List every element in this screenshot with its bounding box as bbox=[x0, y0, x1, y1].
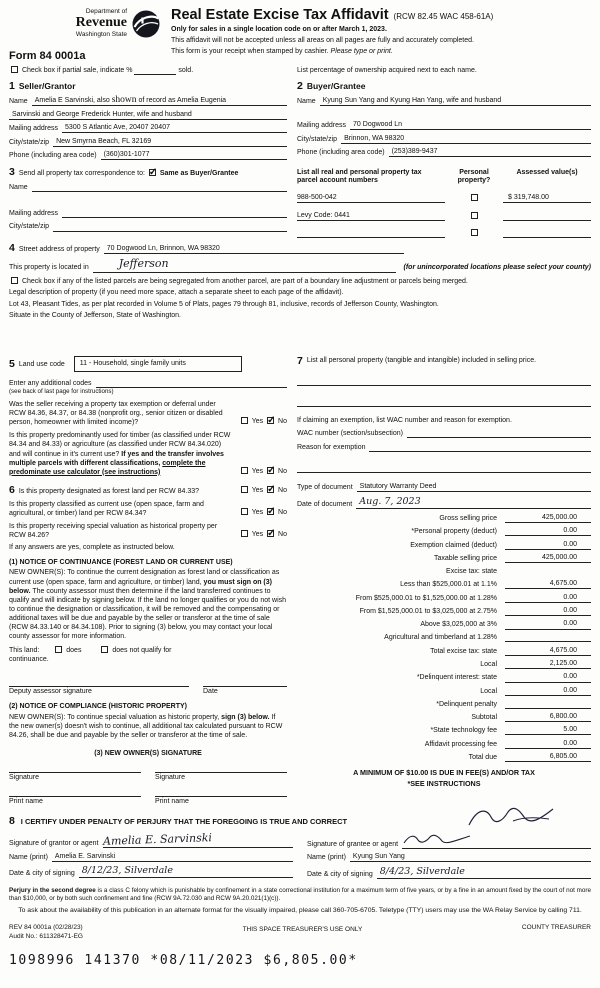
new-owners-signature-title: (3) NEW OWNER(S) SIGNATURE bbox=[94, 749, 202, 757]
located-in-label: This property is located in bbox=[9, 264, 89, 272]
gross-selling-price-value: 425,000.00 bbox=[505, 513, 591, 523]
yes-label: Yes bbox=[251, 486, 264, 494]
minimum-due-note: A MINIMUM OF $10.00 IS DUE IN FEE(S) AND/OR TAX bbox=[353, 768, 535, 778]
timber-question-text: Is this property predominantly used for timber (as classified under RCW 84.34 and 84.33) or agriculture (as classified under RCW 84.34.020) and will continue in it's current use? bbox=[9, 432, 231, 458]
grantee-signature-scribble bbox=[465, 804, 557, 830]
tax-label: *State technology fee bbox=[430, 727, 497, 735]
forest-land-question: Is this property designated as forest land per RCW 84.33? bbox=[18, 487, 199, 495]
seller-city-field[interactable] bbox=[53, 137, 287, 147]
parcel-table-header bbox=[297, 169, 591, 185]
historic-no-checkbox[interactable] bbox=[267, 530, 274, 537]
new-owner-printname-row bbox=[9, 784, 287, 806]
seller-city-value: New Smyrna Beach, FL 32169 bbox=[56, 137, 152, 145]
yes-label: Yes bbox=[251, 531, 264, 539]
personal-property-deduct-value: 0.00 bbox=[505, 526, 591, 536]
section-8-certification bbox=[9, 816, 591, 879]
this-land-label: This land: bbox=[9, 647, 40, 655]
total-due-value: 6,805.00 bbox=[505, 752, 591, 762]
tax-label: Affidavit processing fee bbox=[424, 740, 497, 748]
buyer-city-label: City/state/zip bbox=[297, 135, 338, 143]
grantor-signature-label: Signature of grantor or agent bbox=[9, 839, 99, 847]
buyer-mailing-field[interactable] bbox=[350, 120, 591, 130]
parcel-header-personal: Personal property? bbox=[457, 169, 491, 185]
parcel-header-accounts: List all real and personal property tax parcel account numbers bbox=[297, 169, 422, 185]
middle-columns bbox=[9, 356, 591, 806]
tax-label: Exemption claimed (deduct) bbox=[410, 541, 497, 549]
state-technology-fee-value: 5.00 bbox=[505, 725, 591, 735]
land-use-code-field[interactable]: 11 - Household, single family units bbox=[74, 356, 242, 372]
no-label: No bbox=[278, 531, 287, 539]
street-address-label: Street address of property bbox=[18, 245, 100, 253]
exemption-wac-note: If claiming an exemption, list WAC number and reason for exemption. bbox=[297, 416, 512, 424]
receipt-note: This form is your receipt when stamped by cashier. bbox=[171, 47, 329, 55]
audit-number: Audit No.: 611328471-EG bbox=[9, 932, 83, 940]
local-tax-value: 2,125.00 bbox=[505, 659, 591, 669]
parcel-header-assessed: Assessed value(s) bbox=[516, 169, 578, 177]
subtotal-value: 6,800.00 bbox=[505, 712, 591, 722]
buyer-mailing-value: 70 Dogwood Ln bbox=[353, 121, 403, 129]
grantee-printname-value: Kyung Sun Yang bbox=[352, 853, 405, 861]
does-not-label: does not qualify for bbox=[112, 647, 172, 655]
section-2-buyer bbox=[297, 81, 591, 160]
grantee-signature-field[interactable] bbox=[402, 833, 591, 849]
does-not-qualify-checkbox[interactable] bbox=[101, 646, 108, 653]
tax-label: From $525,000.01 to $1,525,000.00 at 1.28% bbox=[355, 594, 497, 602]
tax-label: Local bbox=[480, 661, 497, 669]
header-note-2: This affidavit will not be accepted unless all areas on all pages are fully and accurately completed. bbox=[171, 37, 474, 45]
dept-name-label: Revenue bbox=[75, 15, 127, 31]
footer-row bbox=[9, 924, 591, 941]
header-note-3 bbox=[171, 47, 591, 56]
section-7-personal-property bbox=[297, 356, 591, 473]
grantee-printname-label: Name (print) bbox=[307, 854, 346, 862]
partial-sale-checkbox[interactable] bbox=[11, 66, 18, 73]
parcel-row bbox=[297, 211, 591, 221]
deputy-date-label: Date bbox=[203, 688, 218, 696]
tax-label: Less than $525,000.01 at 1.1% bbox=[400, 581, 497, 589]
certify-statement: I CERTIFY UNDER PENALTY OF PERJURY THAT THE FOREGOING IS TRUE AND CORRECT bbox=[20, 817, 348, 827]
current-use-no-checkbox[interactable] bbox=[267, 508, 274, 515]
print-name-label: Print name bbox=[155, 798, 189, 806]
notice2-bold: sign (3) below. bbox=[221, 713, 270, 721]
grantee-printname-field[interactable] bbox=[350, 852, 591, 862]
seller-name-field-line2[interactable] bbox=[9, 110, 287, 120]
excise-tax-state-header: Excise tax: state bbox=[446, 567, 497, 575]
parties-row bbox=[9, 81, 591, 160]
county-treasurer-label: COUNTY TREASURER bbox=[521, 924, 591, 932]
buyer-city-value: Brinnon, WA 98320 bbox=[344, 134, 405, 142]
buyer-phone-label: Phone (including area code) bbox=[297, 149, 385, 157]
unincorporated-note: (for unincorporated locations please select your county) bbox=[403, 264, 591, 272]
legal-description-line1: Lot 43, Pleasant Tides, as per plat recorded in Volume 5 of Plats, pages 79 through 81, inclusive, records of Jefferson County, Washington. bbox=[9, 300, 439, 308]
does-qualify-checkbox[interactable] bbox=[55, 646, 62, 653]
ownership-percentage-note: List percentage of ownership acquired next to each name. bbox=[297, 66, 477, 74]
seller-mailing-label: Mailing address bbox=[9, 125, 59, 133]
no-label: No bbox=[278, 486, 287, 494]
tax-label: Above $3,025,000 at 3% bbox=[420, 621, 497, 629]
left-column bbox=[9, 356, 297, 806]
seller-city-label: City/state/zip bbox=[9, 138, 50, 146]
tax-label: Subtotal bbox=[471, 713, 497, 721]
grantee-date-city-value: 8/4/23, Silverdale bbox=[379, 865, 465, 877]
section-5-land-use bbox=[9, 356, 287, 476]
no-label: No bbox=[278, 467, 287, 475]
section-2-number: 2 bbox=[297, 79, 303, 92]
notice-compliance-body bbox=[9, 713, 287, 740]
type-of-document-label: Type of document bbox=[297, 483, 353, 491]
street-address-field[interactable] bbox=[104, 244, 404, 254]
corr-city-field[interactable] bbox=[53, 223, 287, 232]
tax-value-blank bbox=[505, 566, 591, 576]
buyer-phone-value: (253)389-9437 bbox=[391, 148, 438, 156]
seller-name-part2: of record as Amelia Eugenia bbox=[138, 96, 227, 104]
seller-mailing-field[interactable] bbox=[62, 123, 287, 133]
cashier-receipt-stamp: 1098996 141370 *08/11/2023 $6,805.00* bbox=[9, 953, 358, 969]
notice2-text-1: NEW OWNER(S): To continue special valuation as historic property, bbox=[9, 713, 220, 721]
buyer-name-value: Kyung Sun Yang and Kyung Han Yang, wife and husband bbox=[322, 96, 502, 104]
no-label: No bbox=[278, 508, 287, 516]
tier4-tax-value: 0.00 bbox=[505, 619, 591, 629]
deputy-assessor-row bbox=[9, 674, 287, 696]
tax-label: Total excise tax: state bbox=[430, 647, 497, 655]
grantee-signature-mark bbox=[402, 833, 472, 845]
rcw-reference: (RCW 82.45 WAC 458-61A) bbox=[393, 12, 494, 21]
grantee-signature-label: Signature of grantee or agent bbox=[307, 840, 399, 848]
wac-number-field[interactable] bbox=[407, 429, 591, 438]
historic-property-question: Is this property receiving special valuation as historical property per RCW 84.26? bbox=[9, 523, 218, 540]
correspondence-intro: Send all property tax correspondence to: bbox=[18, 170, 145, 178]
partial-sale-sold-label: sold. bbox=[178, 66, 194, 74]
corr-mailing-field[interactable] bbox=[62, 209, 287, 218]
type-or-print-note: Please type or print. bbox=[330, 47, 393, 55]
county-field[interactable] bbox=[93, 257, 396, 272]
timber-yes-checkbox[interactable] bbox=[241, 467, 248, 474]
personal-property-field-1[interactable] bbox=[297, 377, 591, 386]
new-owner-signature-row-1 bbox=[9, 760, 287, 782]
personal-property-checkbox-3[interactable] bbox=[471, 229, 478, 236]
parcel-row bbox=[297, 193, 591, 203]
total-excise-state-value: 4,675.00 bbox=[505, 646, 591, 656]
timber-agriculture-question bbox=[9, 431, 239, 476]
land-use-label: Land use code bbox=[18, 360, 65, 368]
forest-yes-checkbox[interactable] bbox=[241, 486, 248, 493]
section-7-number: 7 bbox=[297, 355, 303, 368]
section-1-number: 1 bbox=[9, 79, 15, 92]
corr-city-label: City/state/zip bbox=[9, 223, 50, 231]
seller-phone-value: (360)301-1077 bbox=[103, 151, 150, 159]
tax-label: From $1,525,000.01 to $3,025,000 at 2.75% bbox=[359, 608, 497, 616]
notice1-bold: you must sign on (3) below. bbox=[9, 578, 272, 595]
assessed-value-field-3[interactable] bbox=[503, 228, 591, 238]
perjury-bold-text: Perjury in the second degree bbox=[9, 887, 96, 895]
deputy-assessor-signature-field[interactable] bbox=[9, 674, 189, 687]
date-of-document-field[interactable] bbox=[356, 496, 591, 509]
corr-mailing-label: Mailing address bbox=[9, 209, 59, 217]
buyer-phone-field[interactable] bbox=[389, 147, 591, 157]
no-label: No bbox=[278, 418, 287, 426]
date-of-document-value: Aug. 7, 2023 bbox=[359, 495, 421, 507]
section-6-classifications bbox=[9, 485, 287, 806]
grantor-date-city-label: Date & city of signing bbox=[9, 870, 75, 878]
taxable-selling-price-value: 425,000.00 bbox=[505, 553, 591, 563]
deputy-date-field[interactable] bbox=[203, 674, 287, 687]
grantor-signing-block bbox=[9, 829, 307, 879]
tax-label: Taxable selling price bbox=[433, 555, 497, 563]
forest-no-checkbox[interactable] bbox=[267, 486, 274, 493]
alternate-format-note: To ask about the availability of this publication in an alternate format for the visually impaired, please call 360-705-6705. Teletype (TTY) users may use the WA Relay Service by calling 711. bbox=[18, 906, 582, 914]
section-6-number: 6 bbox=[9, 483, 15, 496]
same-as-buyer-label: Same as Buyer/Grantee bbox=[159, 170, 239, 178]
seller-phone-label: Phone (including area code) bbox=[9, 152, 97, 160]
grantor-signature-value: Amelia E. Sarvinski bbox=[102, 830, 212, 848]
section-3-correspondence bbox=[9, 167, 297, 238]
seller-name-shown-word: shown bbox=[111, 94, 137, 105]
type-of-document-value: Statutory Warranty Deed bbox=[359, 482, 437, 490]
section-3-number: 3 bbox=[9, 166, 15, 179]
section-4-property bbox=[9, 243, 591, 320]
new-owner-printname-field-1[interactable] bbox=[9, 784, 141, 797]
page-title: Real Estate Excise Tax Affidavit bbox=[171, 7, 389, 23]
section-5-number: 5 bbox=[9, 357, 15, 370]
personal-property-field-2[interactable] bbox=[297, 398, 591, 407]
new-owner-signature-field-1[interactable] bbox=[9, 760, 141, 773]
grantor-printname-label: Name (print) bbox=[9, 853, 48, 861]
grantor-date-city-value: 8/12/23, Silverdale bbox=[81, 865, 173, 877]
does-label: does bbox=[66, 647, 82, 655]
legal-description-line2: Situate in the County of Jefferson, State of Washington. bbox=[9, 312, 181, 320]
corr-name-label: Name bbox=[9, 183, 28, 191]
additional-codes-label: Enter any additional codes bbox=[9, 379, 92, 387]
agricultural-tax-value bbox=[505, 633, 591, 643]
county-handwritten-value: Jefferson bbox=[118, 257, 169, 271]
notice1-text-1: NEW OWNER(S): To continue the current designation as forest land or classification as current use (open space, farm and agriculture, or timber) land, bbox=[9, 569, 280, 586]
buyer-mailing-label: Mailing address bbox=[297, 122, 347, 130]
seller-mailing-value: 5300 S Atlantic Ave, 20407 20407 bbox=[65, 124, 170, 132]
grantee-signing-block bbox=[307, 829, 591, 879]
tax-label: Local bbox=[480, 687, 497, 695]
additional-codes-field[interactable] bbox=[96, 379, 288, 388]
dor-logo-icon bbox=[131, 9, 161, 39]
yes-label: Yes bbox=[251, 418, 264, 426]
buyer-name-field[interactable] bbox=[320, 96, 591, 106]
seller-phone-field[interactable] bbox=[101, 150, 287, 160]
dept-sub-label: Washington State bbox=[75, 31, 127, 39]
predominate-use-calculator-link: complete the predominate use calculator (see instructions) bbox=[9, 459, 206, 476]
tier3-tax-value: 0.00 bbox=[505, 606, 591, 616]
seller-name-part1: Amelia E Sarvinski, also bbox=[34, 96, 110, 104]
correspondence-parcels-row bbox=[9, 167, 591, 238]
personal-property-intro: List all personal property (tangible and intangible) included in selling price. bbox=[306, 357, 537, 365]
tax-label: Gross selling price bbox=[439, 514, 497, 522]
seller-heading: Seller/Grantor bbox=[18, 80, 76, 91]
see-back-note: (see back of last page for instructions) bbox=[9, 387, 114, 395]
buyer-name-label: Name bbox=[297, 97, 316, 105]
yes-label: Yes bbox=[251, 467, 264, 475]
affidavit-processing-fee-value: 0.00 bbox=[505, 739, 591, 749]
personal-property-checkbox-2[interactable] bbox=[471, 212, 478, 219]
tax-label: Agricultural and timberland at 1.28% bbox=[384, 634, 497, 642]
tax-label: Total due bbox=[468, 754, 497, 762]
grantee-date-city-field[interactable] bbox=[377, 866, 591, 879]
grantor-date-city-field[interactable] bbox=[79, 865, 293, 878]
new-owner-printname-field-2[interactable] bbox=[155, 784, 287, 797]
dor-logo bbox=[9, 8, 161, 40]
buyer-city-field[interactable] bbox=[341, 134, 591, 144]
tax-label: *Personal property (deduct) bbox=[411, 528, 497, 536]
seller-name-line2: Sarvinski and George Frederick Hunter, wife and husband bbox=[12, 110, 192, 118]
exemption-yes-checkbox[interactable] bbox=[241, 417, 248, 424]
tax-computation bbox=[297, 513, 591, 788]
assessed-value-field-1[interactable]: $ 319,748.00 bbox=[503, 193, 591, 203]
historic-yes-checkbox[interactable] bbox=[241, 530, 248, 537]
partial-sale-label: Check box if partial sale, indicate % bbox=[21, 66, 133, 74]
delinquent-penalty-value bbox=[505, 699, 591, 709]
deputy-assessor-label: Deputy assessor signature bbox=[9, 688, 92, 696]
segregated-parcels-checkbox[interactable] bbox=[11, 277, 18, 284]
treasurer-space-label: THIS SPACE TREASURER'S USE ONLY bbox=[242, 926, 363, 934]
notice-compliance-title: (2) NOTICE OF COMPLIANCE (HISTORIC PROPERTY) bbox=[9, 703, 187, 711]
seller-name-label: Name bbox=[9, 97, 28, 105]
delinquent-interest-state-value: 0.00 bbox=[505, 672, 591, 682]
tax-label: *Delinquent penalty bbox=[436, 700, 497, 708]
header-note-1: Only for sales in a single location code on or after March 1, 2023. bbox=[171, 26, 387, 34]
perjury-body-text: is a class C felony which is punishable by confinement in a state correctional institution for a maximum term of five years, or by a fine in an amount fixed by the court of not more than $10,000, or by both such confinement and fine (RCW 9A.72.030 and RCW 9A.20.021(1)(c)). bbox=[9, 887, 592, 903]
continuance-label: continuance. bbox=[9, 656, 49, 664]
notice2-text-2: If the new owner(s) doesn't wish to continue, all additional tax calculated pursuant to RCW 84.26, shall be due and payable by the seller or transferor at the time of sale. bbox=[9, 713, 283, 739]
personal-property-checkbox-1[interactable] bbox=[471, 194, 478, 201]
reason-exemption-field[interactable] bbox=[369, 443, 591, 452]
tax-label: *Delinquent interest: state bbox=[416, 674, 497, 682]
exemption-question: Was the seller receiving a property tax exemption or deferral under RCW 84.36, 84.37, or 84.38 (nonprofit org., senior citizen or disabled person, homeowner with limited income)? bbox=[9, 401, 223, 427]
if-yes-note: If any answers are yes, complete as instructed below. bbox=[9, 544, 175, 552]
section-1-seller bbox=[9, 81, 297, 160]
exemption-no-checkbox[interactable] bbox=[267, 417, 274, 424]
rev-number: REV 84 0001a (02/28/23) bbox=[9, 924, 83, 932]
same-as-buyer-checkbox[interactable] bbox=[149, 169, 156, 176]
delinquent-interest-local-value: 0.00 bbox=[505, 686, 591, 696]
assessed-value-field-2[interactable] bbox=[503, 211, 591, 221]
notice-continuance-body bbox=[9, 568, 287, 641]
print-name-label: Print name bbox=[9, 798, 43, 806]
parcel-number-field-2[interactable]: Levy Code: 0441 bbox=[297, 211, 445, 221]
document-block bbox=[297, 482, 591, 509]
partial-sale-row bbox=[9, 66, 591, 75]
partial-sale-percent-field[interactable] bbox=[134, 66, 176, 75]
parcel-number-field-1[interactable]: 988-500-042 bbox=[297, 193, 445, 203]
dept-prefix-label: Department of bbox=[85, 8, 127, 15]
header bbox=[9, 8, 591, 63]
reason-exemption-field-2[interactable] bbox=[297, 464, 591, 473]
right-column bbox=[297, 356, 591, 806]
wac-number-label: WAC number (section/subsection) bbox=[297, 430, 403, 438]
grantor-signature-field[interactable] bbox=[102, 830, 293, 848]
type-of-document-field[interactable] bbox=[357, 482, 591, 492]
grantor-printname-field[interactable] bbox=[52, 852, 293, 862]
segregated-parcels-label: Check box if any of the listed parcels are being segregated from another parcel, are part of a boundary line adjustment or parcels being merged. bbox=[21, 277, 468, 285]
date-of-document-label: Date of document bbox=[297, 500, 353, 508]
corr-name-field[interactable] bbox=[32, 183, 287, 192]
signature-label: Signature bbox=[9, 773, 39, 781]
tier1-tax-value: 4,675.00 bbox=[505, 579, 591, 589]
buyer-heading: Buyer/Grantee bbox=[306, 80, 366, 91]
perjury-notice bbox=[9, 887, 591, 903]
parcel-table bbox=[297, 167, 591, 238]
legal-description-label: Legal description of property (if you need more space, attach a separate sheet to each page of the affidavit). bbox=[9, 289, 344, 297]
form-number: Form 84 0001a bbox=[9, 49, 86, 62]
timber-no-checkbox[interactable] bbox=[267, 467, 274, 474]
land-qualify-row bbox=[9, 646, 287, 655]
exemption-claimed-value: 0.00 bbox=[505, 540, 591, 550]
section-4-number: 4 bbox=[9, 242, 15, 255]
see-instructions-note: *SEE INSTRUCTIONS bbox=[407, 778, 481, 788]
yes-label: Yes bbox=[251, 508, 264, 516]
current-use-yes-checkbox[interactable] bbox=[241, 508, 248, 515]
reason-exemption-label: Reason for exemption bbox=[297, 443, 366, 451]
notice1-text-2: The county assessor must then determine if the land transferred continues to qualify and will indicate by signing below. If the land no longer qualifies or you do not wish to continue the designation or classification, it will be removed and the compensating or additional taxes will be due and payable by the seller or transferor at the time of sale (RCW 84.33.140 or 84.34.108). Prior to signing (3) below, you may contact your local county assessor for more information. bbox=[9, 587, 287, 641]
notice-continuance-title: (1) NOTICE OF CONTINUANCE (FOREST LAND OR CURRENT USE) bbox=[9, 559, 233, 567]
grantor-printname-value: Amelia E. Sarvinski bbox=[54, 852, 116, 860]
street-address-value: 70 Dogwood Ln, Brinnon, WA 98320 bbox=[106, 244, 220, 252]
tier2-tax-value: 0.00 bbox=[505, 593, 591, 603]
signature-label: Signature bbox=[155, 773, 185, 781]
parcel-row bbox=[297, 228, 591, 238]
parcel-number-field-3[interactable] bbox=[297, 228, 445, 238]
seller-name-field[interactable] bbox=[32, 96, 287, 107]
new-owner-signature-field-2[interactable] bbox=[155, 760, 287, 773]
section-8-number: 8 bbox=[9, 815, 15, 828]
timber-question-bold: If yes and the transfer involves multiple parcels with different classifications, bbox=[9, 450, 224, 467]
current-use-question: Is this property classified as current use (open space, farm and agricultural, or timber) land per RCW 84.34? bbox=[9, 500, 204, 517]
grantee-date-city-label: Date & city of signing bbox=[307, 871, 373, 879]
